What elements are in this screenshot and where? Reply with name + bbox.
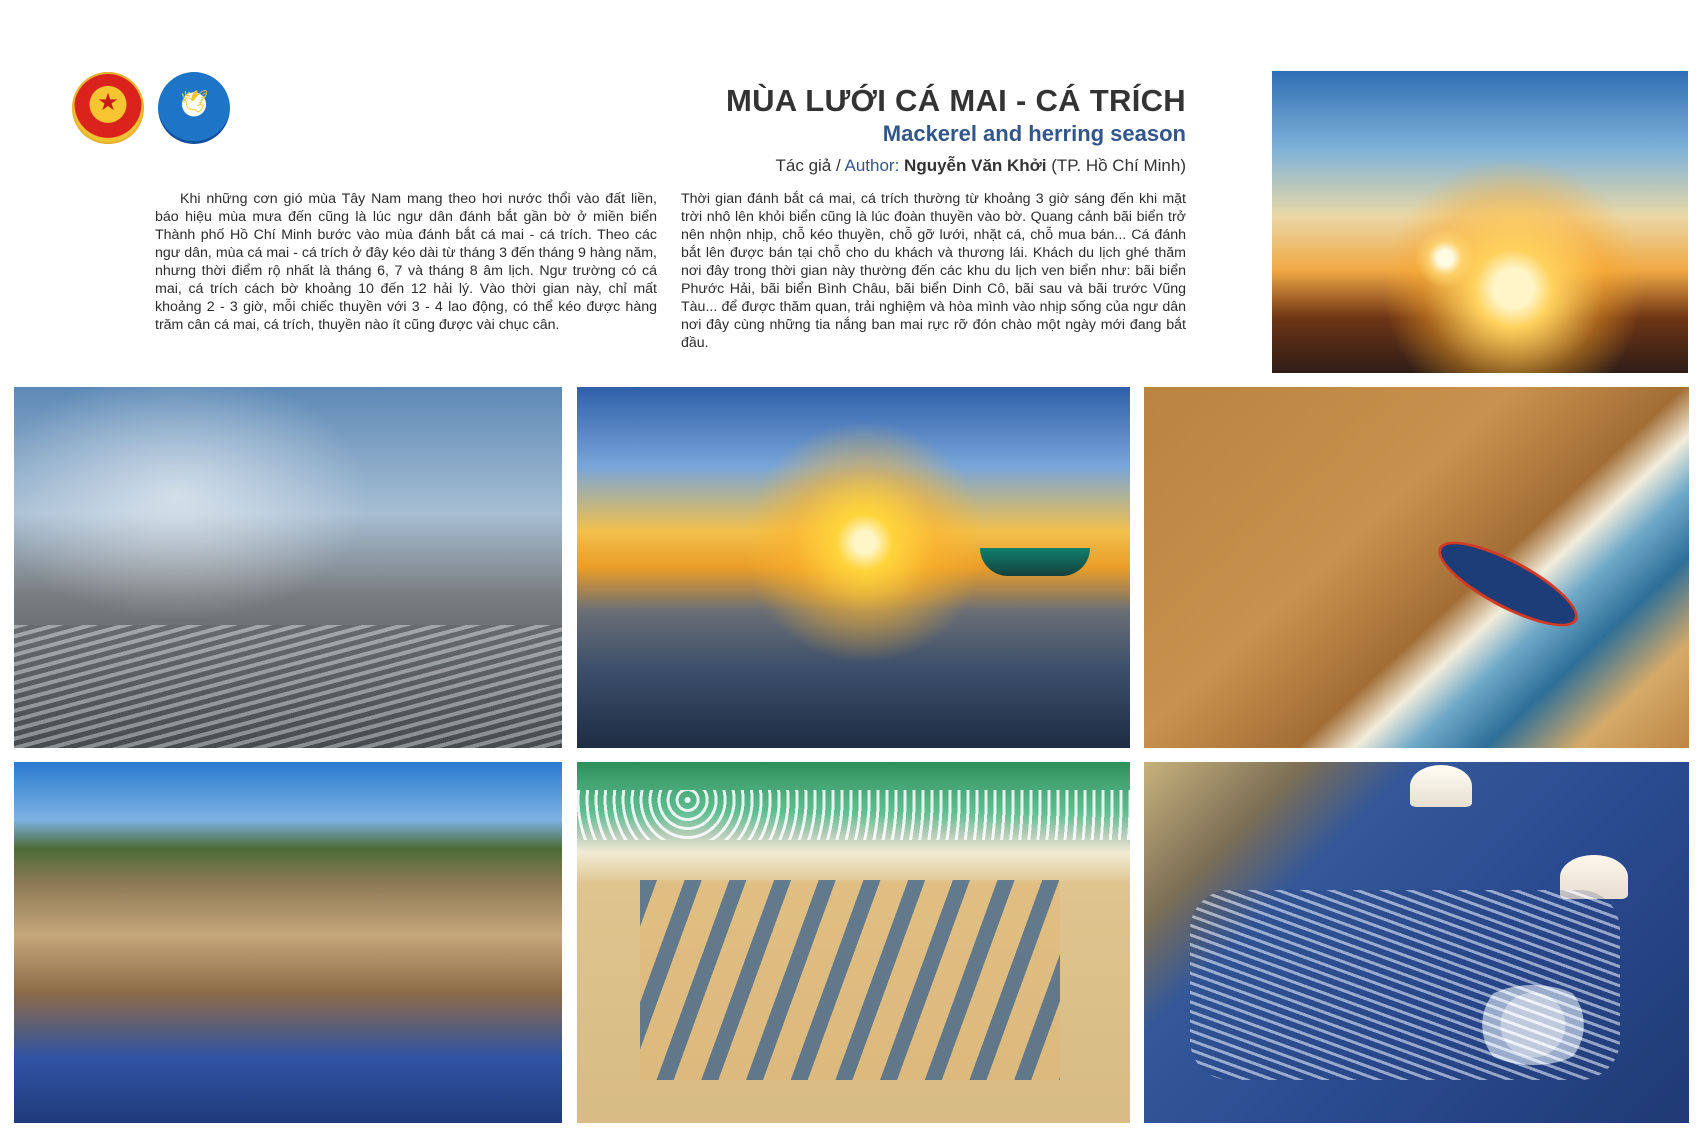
author-line	[486, 156, 1186, 176]
conical-hat-1	[1410, 765, 1472, 807]
author-label-en: Author:	[844, 156, 905, 175]
dove-emblem-icon	[158, 72, 230, 144]
photo-net-on-shore	[14, 762, 562, 1123]
party-emblem-icon	[72, 72, 144, 144]
fish-spread	[1190, 890, 1620, 1080]
page-title: MÙA LƯỚI CÁ MAI - CÁ TRÍCH	[725, 83, 1186, 118]
fish-pile	[14, 625, 562, 748]
body-paragraph-1: Khi những cơn gió mùa Tây Nam mang theo hơi nước thổi vào đất liền, báo hiệu mùa mưa đến cũng là lúc ngư dân đánh bắt gần bờ ở miền biển Thành phố Hồ Chí Minh bước vào mùa đánh bắt cá mai - cá trích. Theo các ngư dân, mùa cá mai - cá trích ở đây kéo dài từ tháng 3 đến tháng 9 hàng năm, nhưng thời điểm rộ nhất là tháng 6, 7 và tháng 8 âm lịch. Ngư trường có cá mai, cá trích cách bờ khoảng 10 đến 12 hải lý. Vào thời gian này, chỉ mất khoảng 2 - 3 giờ, mỗi chiếc thuyền với 3 - 4 lao động, có thể kéo được hàng trăm cân cá mai, cá trích, thuyền nào ít cũng được vài chục cân.	[155, 191, 657, 333]
photo-fishermen-sunrise	[1272, 71, 1688, 373]
photo-aerial-boat-shore	[1144, 387, 1689, 748]
sea-foam	[577, 790, 1130, 840]
author-name: Nguyễn Văn Khởi	[904, 156, 1047, 175]
sun-glare	[1415, 228, 1475, 288]
body-paragraph-2: Thời gian đánh bắt cá mai, cá trích thường từ khoảng 3 giờ sáng đến khi mặt trời nhô lên khỏi biển cũng là lúc đoàn thuyền vào bờ. Quang cảnh bãi biển trở nên nhộn nhịp, chỗ kéo thuyền, chỗ gỡ lưới, nhặt cá, chỗ mua bán... Cá đánh bắt lên được bán tại chỗ cho du khách và thương lái. Khách du lịch ghé thăm nơi đây trong thời gian này thường đến các khu du lịch ven biển như: bãi biển Phước Hải, bãi biển Bình Châu, bãi biển Dinh Cô, bãi sau và bãi trước Vũng Tàu... để được thăm quan, trải nghiệm và hòa mình vào nhịp sống của ngư dân nơi đây cùng những tia nắng ban mai rực rỡ đón chào một ngày mới đang bắt đầu.	[681, 191, 1186, 351]
page-subtitle: Mackerel and herring season	[882, 121, 1186, 146]
boat-shape	[980, 548, 1090, 576]
author-location: (TP. Hồ Chí Minh)	[1046, 156, 1186, 175]
author-label-vi: Tác giả /	[775, 156, 845, 175]
beach-boats-pattern	[640, 880, 1060, 1080]
